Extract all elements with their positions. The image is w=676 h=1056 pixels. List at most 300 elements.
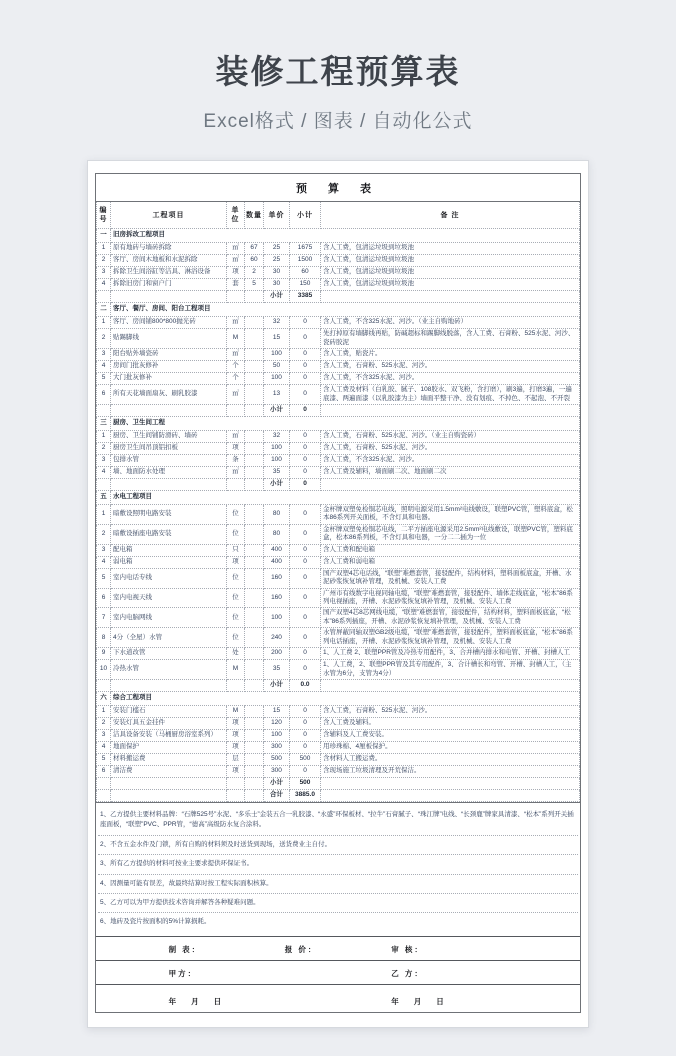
row-item: 配电箱 xyxy=(111,544,227,556)
note-line: 3、所有乙方提供的材料可按业主要求提供环保证书。 xyxy=(98,855,578,874)
row-item: 下水道改管 xyxy=(111,648,227,660)
row-qty xyxy=(245,544,264,556)
row-note: 含人工费及辅料，墙面刷二次、地面刷二次 xyxy=(321,466,580,478)
row-item xyxy=(111,680,227,692)
signature-row-parties xyxy=(96,960,580,984)
row-note xyxy=(321,404,580,416)
row-no: 3 xyxy=(97,267,111,279)
row-amount: 0 xyxy=(290,730,321,742)
row-unit xyxy=(227,404,245,416)
row-qty xyxy=(245,404,264,416)
subtotal-value: 0.0 xyxy=(290,680,321,692)
row-price: 100 xyxy=(264,454,290,466)
item-row xyxy=(97,730,580,742)
row-price: 160 xyxy=(264,568,290,588)
item-row xyxy=(97,754,580,766)
row-note: 水管屏蔽同轴双塑GB2级电缆，“联塑”难燃套管，接驳配件，塑料面板底盒，“松本”86系列电话插座，开槽、水泥砂浆恢复填补管理，及机械、安装人工费 xyxy=(321,628,580,648)
row-price: 80 xyxy=(264,504,290,524)
maker-label: 制 表： xyxy=(168,944,202,954)
row-note: 含人工费，石膏粉、525水泥、河沙。 xyxy=(321,361,580,373)
row-note: 含人工费，不含325水泥、河沙。（业主自购地砖） xyxy=(321,317,580,329)
row-item: 室内电话专线 xyxy=(111,568,227,588)
row-unit: 只 xyxy=(227,544,245,556)
row-item: 室内电视天线 xyxy=(111,588,227,608)
row-price: 200 xyxy=(264,648,290,660)
row-no: 3 xyxy=(97,454,111,466)
item-row xyxy=(97,442,580,454)
row-item xyxy=(111,404,227,416)
section-no: 五 xyxy=(97,490,111,504)
row-qty xyxy=(245,385,264,405)
item-row xyxy=(97,742,580,754)
row-qty xyxy=(245,766,264,778)
row-amount: 0 xyxy=(290,608,321,628)
subtotal-row xyxy=(97,478,580,490)
signature-row-dates xyxy=(96,984,580,1012)
row-no: 1 xyxy=(97,430,111,442)
row-amount: 0 xyxy=(290,430,321,442)
row-no xyxy=(97,778,111,790)
row-amount: 0 xyxy=(290,568,321,588)
row-unit: 项 xyxy=(227,442,245,454)
row-qty xyxy=(245,317,264,329)
row-note: 含人工费，包清运垃圾到垃圾池 xyxy=(321,255,580,267)
row-qty xyxy=(245,680,264,692)
row-qty xyxy=(245,524,264,544)
row-unit: 位 xyxy=(227,524,245,544)
row-note: 含材料人工搬运费。 xyxy=(321,754,580,766)
row-item: 4分（全屋）水管 xyxy=(111,628,227,648)
section-row xyxy=(97,416,580,430)
item-row xyxy=(97,243,580,255)
row-price: 100 xyxy=(264,373,290,385)
row-price: 500 xyxy=(264,754,290,766)
row-amount: 500 xyxy=(290,754,321,766)
item-row xyxy=(97,568,580,588)
row-amount: 0 xyxy=(290,648,321,660)
section-row xyxy=(97,692,580,706)
row-qty: 2 xyxy=(245,267,264,279)
row-qty xyxy=(245,754,264,766)
row-item: 拆除卫生间浴缸等洁具、淋浴设备 xyxy=(111,267,227,279)
row-price: 100 xyxy=(264,608,290,628)
total-row xyxy=(97,790,580,802)
row-no xyxy=(97,291,111,303)
row-note: 含人工费，包清运垃圾到垃圾池 xyxy=(321,279,580,291)
row-amount: 0 xyxy=(290,442,321,454)
row-unit: 位 xyxy=(227,504,245,524)
note-line: 1、乙方提供主要材料品牌：“石牌525号”水泥、“多乐士”金装五合一乳胶漆、“永盛”环保板材、“拉牛”石膏腻子、“珠江牌”电线、“长颈鹿”牌家具清漆、“松本”系列开关插座面板，“联塑”PVC、PPR管，“德高”高级防水复合涂料。 xyxy=(98,806,578,836)
signature-row-staff xyxy=(96,936,580,960)
row-price: 240 xyxy=(264,628,290,648)
review-label: 审 核： xyxy=(391,944,424,954)
row-note: 金杯牌双塑免检铜芯电线，二平方插座电源采用2.5mm²电线敷设，联塑PVC管，塑料底盒，松本86系列板，不含灯具和电器，一分二二插为一位 xyxy=(321,524,580,544)
subtotal-label: 小计 xyxy=(264,778,290,790)
subtotal-value: 0 xyxy=(290,478,321,490)
row-unit: 项 xyxy=(227,556,245,568)
row-amount: 1675 xyxy=(290,243,321,255)
row-price: 400 xyxy=(264,556,290,568)
section-no: 一 xyxy=(97,229,111,243)
row-note xyxy=(321,778,580,790)
item-row xyxy=(97,361,580,373)
row-note: 含人工费，包清运垃圾到垃圾池 xyxy=(321,243,580,255)
row-amount: 0 xyxy=(290,454,321,466)
item-row xyxy=(97,504,580,524)
row-unit: ㎡ xyxy=(227,430,245,442)
section-title: 客厅、餐厅、房间、阳台工程项目 xyxy=(111,303,580,317)
col-header-item: 工程项目 xyxy=(111,202,227,229)
row-note: 1、人工费，2、联塑PPR管及其专用配件，3、合计槽长和弯管、开槽、封槽人工，（主水管为6分，支管为4分） xyxy=(321,660,580,680)
row-no: 5 xyxy=(97,373,111,385)
row-item: 冷热水管 xyxy=(111,660,227,680)
item-row xyxy=(97,373,580,385)
row-note: 先打掉原有墙脚线再贴，防碱超标和踢脚线脱落，含人工费、石膏粉、525水泥、河沙、瓷砖胶泥 xyxy=(321,329,580,349)
row-item: 阳台贴外墙瓷砖 xyxy=(111,349,227,361)
row-item: 大门批灰修补 xyxy=(111,373,227,385)
col-header-price: 单价 xyxy=(264,202,290,229)
row-amount: 0 xyxy=(290,544,321,556)
row-no: 3 xyxy=(97,730,111,742)
row-item: 贴踢脚线 xyxy=(111,329,227,349)
item-row xyxy=(97,279,580,291)
section-row xyxy=(97,303,580,317)
row-item: 材料搬运费 xyxy=(111,754,227,766)
row-amount: 0 xyxy=(290,504,321,524)
section-no: 六 xyxy=(97,692,111,706)
row-item: 地面保护 xyxy=(111,742,227,754)
row-qty xyxy=(245,568,264,588)
row-item: 客厅、房间铺800*800抛光砖 xyxy=(111,317,227,329)
row-qty: 67 xyxy=(245,243,264,255)
row-qty xyxy=(245,430,264,442)
row-no: 1 xyxy=(97,243,111,255)
row-note: 含人工费，石膏粉、525水泥、河沙。 xyxy=(321,442,580,454)
table-header-row xyxy=(97,202,580,229)
item-row xyxy=(97,588,580,608)
quote-label: 报 价： xyxy=(284,944,318,954)
row-qty xyxy=(245,660,264,680)
item-row xyxy=(97,648,580,660)
party-a-label: 甲方： xyxy=(168,968,198,978)
row-item xyxy=(111,478,227,490)
row-note: 广州市有线数字电视同轴电缆，“联塑”难燃套管，接驳配件、墙体走线底盒，“松本”86系列电视插座，开槽、水泥砂浆恢复填补管理，及机械、安装人工费 xyxy=(321,588,580,608)
row-qty xyxy=(245,706,264,718)
section-title: 厨房、卫生间工程 xyxy=(111,416,580,430)
row-note: 含现场施工垃圾清理及开荒保洁。 xyxy=(321,766,580,778)
row-item: 暗敷设插座电路安装 xyxy=(111,524,227,544)
row-no: 10 xyxy=(97,660,111,680)
row-note xyxy=(321,790,580,802)
row-unit: 套 xyxy=(227,279,245,291)
row-qty: 5 xyxy=(245,279,264,291)
row-no xyxy=(97,404,111,416)
row-no: 2 xyxy=(97,255,111,267)
row-item: 厨房卫生间吊顶铝扣板 xyxy=(111,442,227,454)
row-qty xyxy=(245,329,264,349)
row-unit: 位 xyxy=(227,628,245,648)
row-amount: 0 xyxy=(290,588,321,608)
spreadsheet-preview-card xyxy=(87,160,589,1028)
row-item: 包排水管 xyxy=(111,454,227,466)
row-unit: M xyxy=(227,706,245,718)
date-a-label: 年 月 日 xyxy=(168,996,222,1006)
row-amount: 0 xyxy=(290,742,321,754)
row-amount: 0 xyxy=(290,317,321,329)
row-price: 160 xyxy=(264,588,290,608)
item-row xyxy=(97,524,580,544)
item-row xyxy=(97,267,580,279)
row-unit: 条 xyxy=(227,454,245,466)
budget-table-body xyxy=(97,229,580,802)
row-qty xyxy=(245,608,264,628)
row-item: 弱电箱 xyxy=(111,556,227,568)
row-no xyxy=(97,680,111,692)
row-no: 4 xyxy=(97,466,111,478)
section-title: 水电工程项目 xyxy=(111,490,580,504)
row-item: 暗敷设照明电路安装 xyxy=(111,504,227,524)
row-note xyxy=(321,680,580,692)
row-qty xyxy=(245,778,264,790)
col-header-qty: 数量 xyxy=(245,202,264,229)
row-note: 含人工费，贴瓷片。 xyxy=(321,349,580,361)
row-amount: 0 xyxy=(290,706,321,718)
row-item xyxy=(111,291,227,303)
item-row xyxy=(97,466,580,478)
row-unit: 项 xyxy=(227,267,245,279)
section-no: 二 xyxy=(97,303,111,317)
row-amount: 0 xyxy=(290,349,321,361)
row-note: 1、人工费 2、联塑PPR管及冷热专用配件，3、合并槽内排水和电管、开槽、封槽人工 xyxy=(321,648,580,660)
row-qty xyxy=(245,478,264,490)
row-qty xyxy=(245,349,264,361)
row-amount: 0 xyxy=(290,628,321,648)
row-unit: 位 xyxy=(227,568,245,588)
subtotal-row xyxy=(97,680,580,692)
row-no: 6 xyxy=(97,766,111,778)
row-note xyxy=(321,478,580,490)
row-price: 15 xyxy=(264,329,290,349)
row-item: 所有天花墙面扇灰、刷乳胶漆 xyxy=(111,385,227,405)
row-no: 4 xyxy=(97,742,111,754)
section-row xyxy=(97,490,580,504)
row-note: 含人工费，不含325水泥、河沙。 xyxy=(321,373,580,385)
subtotal-row xyxy=(97,404,580,416)
page-title: 装修工程预算表 xyxy=(215,53,461,90)
row-note: 含人工费及材料（白乳胶、腻子、108胶水、双飞粉，含打磨），刷3遍，打磨3遍，一遍底漆、两遍面漆（以乳胶漆为主）墙面平整干净、没有划痕、不掉色、不起泡、不开裂 xyxy=(321,385,580,405)
row-item xyxy=(111,778,227,790)
subtotal-value: 3385 xyxy=(290,291,321,303)
row-price: 400 xyxy=(264,544,290,556)
row-amount: 0 xyxy=(290,660,321,680)
row-no: 2 xyxy=(97,442,111,454)
row-price: 13 xyxy=(264,385,290,405)
row-note: 含人工费和弱电箱 xyxy=(321,556,580,568)
row-unit: ㎡ xyxy=(227,466,245,478)
row-price: 35 xyxy=(264,660,290,680)
row-price: 32 xyxy=(264,317,290,329)
section-title: 综合工程项目 xyxy=(111,692,580,706)
row-qty xyxy=(245,454,264,466)
subtotal-label: 小计 xyxy=(264,404,290,416)
row-no: 1 xyxy=(97,317,111,329)
note-line: 5、乙方可以为甲方提供技术咨询并解答各种疑难问题。 xyxy=(98,894,578,913)
row-amount: 0 xyxy=(290,361,321,373)
subtotal-value: 0 xyxy=(290,404,321,416)
row-unit xyxy=(227,680,245,692)
item-row xyxy=(97,430,580,442)
row-price: 300 xyxy=(264,766,290,778)
row-unit xyxy=(227,291,245,303)
budget-sheet xyxy=(95,173,581,1013)
row-price: 25 xyxy=(264,255,290,267)
row-qty xyxy=(245,556,264,568)
row-unit: M xyxy=(227,660,245,680)
item-row xyxy=(97,718,580,730)
subtotal-label: 小计 xyxy=(264,291,290,303)
row-no: 4 xyxy=(97,279,111,291)
subtotal-row xyxy=(97,778,580,790)
subtotal-label: 小计 xyxy=(264,478,290,490)
item-row xyxy=(97,385,580,405)
row-qty xyxy=(245,588,264,608)
row-unit: 项 xyxy=(227,718,245,730)
row-no: 3 xyxy=(97,544,111,556)
row-qty xyxy=(245,373,264,385)
row-unit: 处 xyxy=(227,648,245,660)
row-amount: 0 xyxy=(290,524,321,544)
row-item: 墙、地面防水处理 xyxy=(111,466,227,478)
row-price: 35 xyxy=(264,466,290,478)
row-note: 含辅料及人工费安装。 xyxy=(321,730,580,742)
row-price: 80 xyxy=(264,524,290,544)
row-amount: 0 xyxy=(290,766,321,778)
row-no: 5 xyxy=(97,754,111,766)
row-note: 国产双塑4芯电话线，“联塑”难燃套管，接驳配件，结构材料，塑料面板底盒，开槽、水泥砂浆恢复填补管理，及机械、安装人工费 xyxy=(321,568,580,588)
page-subtitle: Excel格式 / 图表 / 自动化公式 xyxy=(203,111,473,132)
row-no: 1 xyxy=(97,706,111,718)
row-note: 国产双塑4芯8芯网线电缆，“联塑”难燃套管，接驳配件，结构材料，塑料面板底盒，“松本”86系列插座，开槽、水泥砂浆恢复填补管理，及机械、安装人工费 xyxy=(321,608,580,628)
row-amount: 0 xyxy=(290,329,321,349)
col-header-note: 备 注 xyxy=(321,202,580,229)
row-note xyxy=(321,291,580,303)
row-amount: 60 xyxy=(290,267,321,279)
row-item: 拆除旧房门和窗户门 xyxy=(111,279,227,291)
item-row xyxy=(97,329,580,349)
row-item: 安装灯具五金挂件 xyxy=(111,718,227,730)
row-item: 洁具设备安装（马桶厨房浴室系列） xyxy=(111,730,227,742)
row-unit: ㎡ xyxy=(227,349,245,361)
row-amount: 0 xyxy=(290,373,321,385)
row-item: 房间门批灰修补 xyxy=(111,361,227,373)
item-row xyxy=(97,255,580,267)
row-no: 6 xyxy=(97,385,111,405)
page-header xyxy=(0,0,676,133)
row-no: 3 xyxy=(97,349,111,361)
row-note: 用珍珠棉、4厘板保护。 xyxy=(321,742,580,754)
col-header-no: 编号 xyxy=(97,202,111,229)
row-item: 原有地砖与墙砖拆除 xyxy=(111,243,227,255)
row-qty xyxy=(245,628,264,648)
row-unit: ㎡ xyxy=(227,317,245,329)
row-qty xyxy=(245,442,264,454)
row-no: 2 xyxy=(97,524,111,544)
row-no: 8 xyxy=(97,628,111,648)
section-title: 旧房拆改工程项目 xyxy=(111,229,580,243)
budget-table xyxy=(96,201,580,802)
row-item: 室内电脑网线 xyxy=(111,608,227,628)
row-unit: 个 xyxy=(227,361,245,373)
row-unit xyxy=(227,790,245,802)
row-qty xyxy=(245,504,264,524)
row-note: 含人工费，不含325水泥、河沙。 xyxy=(321,454,580,466)
row-unit: ㎡ xyxy=(227,385,245,405)
row-unit: 个 xyxy=(227,373,245,385)
row-note: 含人工费，包清运垃圾到垃圾池 xyxy=(321,267,580,279)
row-amount: 0 xyxy=(290,385,321,405)
row-qty: 60 xyxy=(245,255,264,267)
row-price: 32 xyxy=(264,430,290,442)
sheet-title: 预 算 表 xyxy=(295,183,381,195)
row-item: 厨房、卫生间铺防滑砖、墙砖 xyxy=(111,430,227,442)
row-no: 1 xyxy=(97,504,111,524)
row-unit: 位 xyxy=(227,588,245,608)
row-price: 120 xyxy=(264,718,290,730)
row-qty xyxy=(245,730,264,742)
section-row xyxy=(97,229,580,243)
row-note: 金杯牌双塑免检铜芯电线，照明电源采用1.5mm²电线敷设，联塑PVC管，塑料底盒，松本86系列开关面板，不含灯具和电器。 xyxy=(321,504,580,524)
section-no: 三 xyxy=(97,416,111,430)
row-unit xyxy=(227,478,245,490)
row-item xyxy=(111,790,227,802)
row-unit: 层 xyxy=(227,754,245,766)
row-no: 5 xyxy=(97,568,111,588)
row-price: 50 xyxy=(264,361,290,373)
row-amount: 1500 xyxy=(290,255,321,267)
row-unit: ㎡ xyxy=(227,243,245,255)
row-price: 15 xyxy=(264,706,290,718)
row-note: 含人工费和配电箱 xyxy=(321,544,580,556)
row-price: 100 xyxy=(264,730,290,742)
row-unit: 位 xyxy=(227,608,245,628)
item-row xyxy=(97,454,580,466)
item-row xyxy=(97,608,580,628)
row-item: 安装门槛石 xyxy=(111,706,227,718)
row-unit: M xyxy=(227,329,245,349)
row-no xyxy=(97,790,111,802)
row-amount: 0 xyxy=(290,718,321,730)
row-price: 300 xyxy=(264,742,290,754)
row-qty xyxy=(245,361,264,373)
row-qty xyxy=(245,291,264,303)
item-row xyxy=(97,766,580,778)
row-price: 30 xyxy=(264,267,290,279)
row-item: 客厅、房间木地板和水泥拆除 xyxy=(111,255,227,267)
item-row xyxy=(97,317,580,329)
col-header-unit: 单位 xyxy=(227,202,245,229)
note-line: 6、地砖及瓷片按面积的5%计算损耗。 xyxy=(100,918,211,926)
note-line: 2、不含五金水件及门锁，所有自购的材料须及时送货到现场，送货费业主自付。 xyxy=(98,836,578,855)
row-amount: 150 xyxy=(290,279,321,291)
subtotal-row xyxy=(97,291,580,303)
row-no: 9 xyxy=(97,648,111,660)
row-no: 7 xyxy=(97,608,111,628)
row-price: 100 xyxy=(264,349,290,361)
row-note: 含人工费，石膏粉、525水泥、河沙。（业主自购瓷砖） xyxy=(321,430,580,442)
row-unit xyxy=(227,778,245,790)
row-no: 4 xyxy=(97,556,111,568)
notes-section xyxy=(96,802,580,936)
